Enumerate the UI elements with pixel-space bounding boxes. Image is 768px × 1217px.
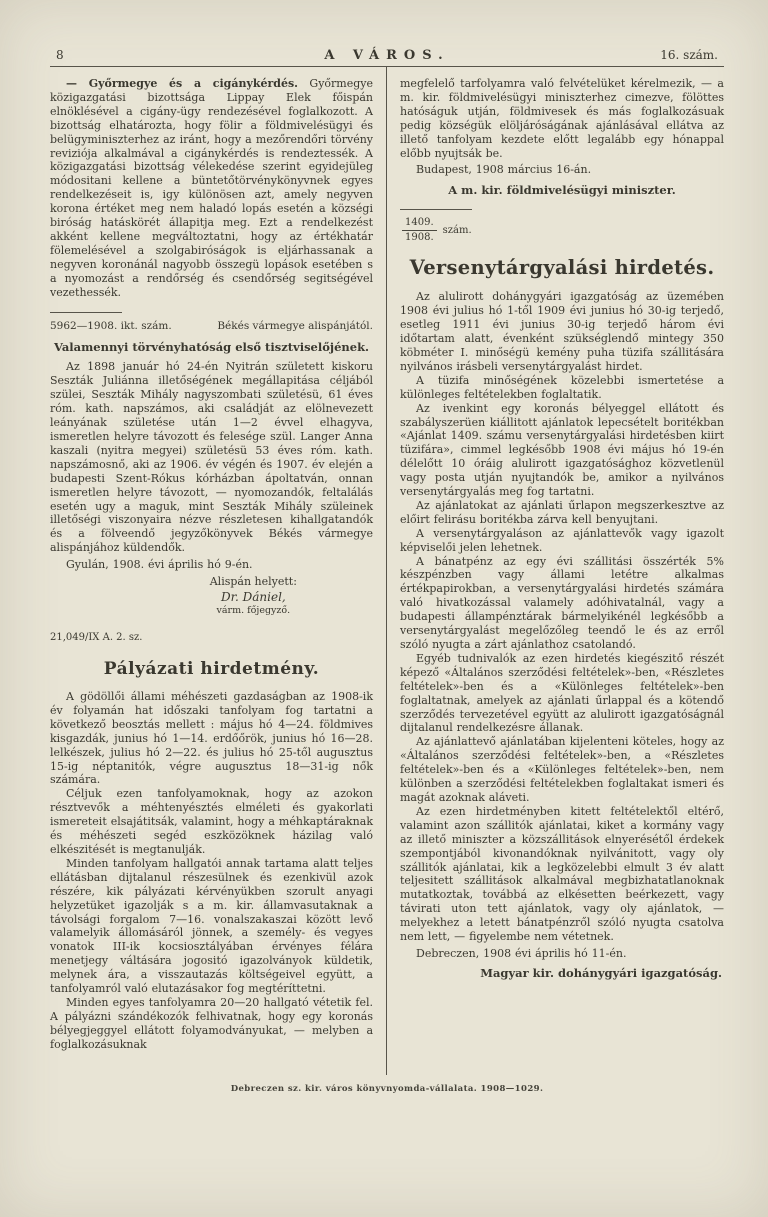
masthead-title: A VÁROS. — [324, 48, 450, 63]
auction-heading: Versenytárgyalási hirdetés. — [409, 256, 715, 280]
circular-reference-number: 5962—1908. ikt. szám. — [50, 319, 172, 332]
auction-paragraph: Az alulirott dohánygyári igazgatóság az üzemében 1908 évi julius hó 1-től 1909 évi junius hó 30-ig terjedő, esetleg 1911 évi junius 30-ig terjedő három évi időtartam alatt, évenként szükséglendő mintegy 350 köbméter I. minőségü kemény puha tüzifa szállitására nyilvános irásbeli versenytárgyalást hirdet. — [400, 290, 724, 373]
section-divider — [400, 209, 472, 210]
auction-paragraph: A bánatpénz az egy évi szállitási összérték 5% készpénzben vagy állami letétre alkalmas értékpapirokban, a versenytárgyalási hirdetés számára való hivatkozással valamely adóhivatalnál, vagy a budapesti állampénztárak bármelyikénél legkésőbb a versenytárgyalást megelőzőleg teendő le és az erről szóló nyugta a zárt ajánlathoz csatolandó. — [400, 554, 724, 651]
signature-role: Alispán helyett: — [209, 575, 297, 589]
auction-paragraph: Az ezen hirdetményben kitett feltételektől eltérő, valamint azon szállitók ajánlatai, kiket a kormány vagy az illető miniszter a közszállitások elnyerésétől érdekek szempontjából kivonandóknak nyilvánitott, vagy oly szállitók ajánlatai, kik a legközelebbi elmult 3 év alatt teljesitett szállitások alkalmával megbizhatatlanoknak mutatkoztak, továbbá az elkésetten beérkezett, vagy távirati uton tett ajánlatok, vagy oly ajánlatok, — melyekhez a letett bánatpénzről szóló nyugta csatolva nem lett, — figyelembe nem vétetnek. — [400, 804, 724, 944]
directorate-signature: Magyar kir. dohánygyári igazgatóság. — [480, 965, 722, 980]
circular-source: Békés vármegye alispánjától. — [217, 319, 373, 332]
circular-reference-row — [50, 320, 373, 332]
auction-paragraph: Egyéb tudnivalók az ezen hirdetés kiegészitő részét képező «Általános szerződési feltételek»-ben, «Részletes feltételek»-ben és a «Különleges feltételek»-ben foglaltatnak, amelyek az ajánlati űrlappal és a kötendő szerződés tervezetével együtt az alulirott igazgatóságnál dijtalanul rendelkezésre állanak. — [400, 651, 724, 735]
auction-reference-number — [402, 217, 724, 243]
circular-heading: Valamennyi törvényhatóság első tisztviselőjének. — [53, 339, 370, 354]
tender-heading: Pályázati hirdetmény. — [103, 659, 320, 680]
reference-fraction-top: 1409. — [402, 217, 437, 231]
auction-paragraph: Az ajánlattevő ajánlatában kijelenteni köteles, hogy az «Általános szerződési feltételek»-ben, a «Részletes feltételek»-ben és a «Különleges feltételek»-ben, nem különben a szerződési feltételekben foglaltakat ismeri és magát azoknak aláveti. — [400, 735, 724, 804]
reference-fraction-bottom: 1908. — [405, 231, 434, 243]
left-column — [50, 67, 387, 1075]
tender-paragraph: Minden egyes tanfolyamra 20—20 hallgató vétetik fel. A pályázni szándékozók felhivatnak, hogy egy koronás bélyegjeggyel ellátott folyamodványukat, — melyben a foglalkozásuknak — [50, 995, 373, 1051]
minister-signature: A m. kir. földmivelésügyi miniszter. — [448, 183, 676, 198]
tender-paragraph: Minden tanfolyam hallgatói annak tartama alatt teljes ellátásban dijtalanul részesülnek és ezenkivül azok részére, kik pályázati kérvényükben szorult anyagi helyzetüket igazolják s a m. kir. államvasutaknak a távolsági forgalom 7—16. vonalszakaszai között levő valamelyik állomásáról jönnek, a személy- és vegyes vonatok III-ik kocsiosztályában érvényes félára menetjegy váltására jogositó igazolványok küldetik, melynek ára, a visszautazás költségeivel együtt, a tanfolyamról való elutazásakor fog megtéríttetni. — [50, 856, 373, 996]
circular-signature-block — [160, 575, 347, 616]
tender-reference-number: 21,049/IX A. 2. sz. — [50, 632, 143, 644]
auction-paragraph: A versenytárgyaláson az ajánlattevők vagy igazolt képviselői jelen lehetnek. — [400, 526, 724, 554]
auction-paragraph: Az ivenkint egy koronás bélyeggel ellátott és szabályszerüen kiállitott ajánlatok lepecsételt boritékban «Ajánlat 1409. számu versenytárgyalási hirdetésben kiirt tüzifára», cimmel legkésőbb 1908 évi május hó 19-én délelőtt 10 óráig alulirott igazgatósághoz közvetlenül vagy posta utján nyujtandók be, amikor a nyilvános versenytárgyalás meg fog tartatni. — [400, 401, 724, 499]
continuation-dateline: Budapest, 1908 március 16-án. — [416, 163, 592, 177]
circular-dateline: Gyulán, 1908. évi április hó 9-én. — [66, 558, 253, 572]
news-item-paragraph — [50, 77, 373, 300]
reference-fraction — [402, 217, 437, 243]
column-layout — [50, 67, 724, 1075]
news-item-lead: — Győrmegye és a cigánykérdés. — [66, 77, 299, 90]
signature-title: várm. főjegyző. — [216, 605, 291, 617]
tender-paragraph: Céljuk ezen tanfolyamoknak, hogy az azokon résztvevők a méhtenyésztés elméleti és gyakorlati ismereteit elsajátitsák, valamint, hogy a méhkaptáraknak és méhészeti segéd eszközöknek házilag való elkészitését is megtanulják. — [50, 787, 373, 856]
page-header — [50, 48, 724, 67]
imprint: Debreczen sz. kir. város könyvnyomda-vállalata. 1908—1029. — [230, 1084, 544, 1094]
continuation-paragraph: megfelelő tarfolyamra való felvételüket kérelmezik, — a m. kir. földmivelésügyi miniszterhez cimezve, fölöttes hatóságuk utján, földmivesek és más foglalkozásuak pedig községük elöljáróságának ajánlásával ellátva az illető tanfolyam kezdete előtt legalább egy hónappal előbb nyujtsák be. — [400, 77, 724, 160]
signature-name: Dr. Dániel, — [220, 590, 286, 605]
circular-body: Az 1898 január hó 24-én Nyitrán született kiskoru Seszták Juliánna illetőségének megállapitása céljából szülei, Seszták Mihály nagyszombati születésü, 61 éves róm. kath. napszámos, aki családját az elölnevezett leányának születése után 1—2 évvel elhagyva, ismeretlen helyre távozott és felesége szül. Langer Anna kaszali (nyitra megyei) születésü 53 éves róm. kath. napszámosnő, aki az 1906. év végén és 1907. év elején a budapesti Szent-Rókus kórházban ápoltatván, onnan ismeretlen helyre távozott, — nyomozandók, feltalálás esetén ugy a maguk, mint Seszták Mihály szüleinek illetőségi viszonyaira nézve részletesen kihallgatandók és a fölveendő jegyzőkönyvek Békés vármegye alispánjához küldendők. — [50, 360, 373, 555]
reference-suffix: szám. — [442, 224, 472, 236]
page-number: 8 — [56, 48, 64, 62]
auction-paragraph: Az ajánlatokat az ajánlati űrlapon megszerkesztve az előirt felirásu boritékba zárva kell benyujtani. — [400, 498, 724, 526]
tender-paragraph: A gödöllői állami méhészeti gazdaságban az 1908-ik év folyamán hat időszaki tanfolyam fog tartatni a következő beosztás mellett : május hó 4—24. földmives kisgazdák, junius hó 1—14. erdőőrök, junius hó 16—28. lelkészek, julius hó 2—22. és julius hó 25-től augusztus 15-ig néptanitók, végre augusztus 18—31-ig nők számára. — [50, 690, 373, 787]
auction-paragraph: A tüzifa minőségének közelebbi ismertetése a különleges feltételekben foglaltatik. — [400, 373, 724, 401]
news-item-body: Győrmegye közigazgatási bizottsága Lippay Elek főispán elnöklésével a cigány-ügy rendezésével foglalkozott. A bizottság elhatározta, hogy fölir a földmivelésügyi és belügyminiszterhez az iránt, hogy a mezőrendőri törvény reviziója alkalmával a cigánykérdés is rendeztessék. A közigazgatási bizottság vélekedése szerint egyidejüleg módositani kellene a büntetőtörvénykönyvnek egyes rendelkezéseit is, igy különösen azt, amely negyven korona értéket meg nem haladó lopás esetén a községi biróság hatáskörét állapitja meg. Ezt a rendelkezést akként kellene megváltoztatni, hogy az értékhatár fölemelésével a szolgabiróságok is eljárhassanak a negyven koronánál nagyobb összegü lopások esetében s a nyomozást a rendőrség és csendőrség segitségével vezethessék. — [50, 77, 373, 299]
section-divider — [50, 312, 122, 313]
auction-dateline: Debreczen, 1908 évi április hó 11-én. — [416, 946, 627, 960]
right-column — [387, 67, 724, 1075]
issue-number: 16. szám. — [660, 48, 718, 62]
